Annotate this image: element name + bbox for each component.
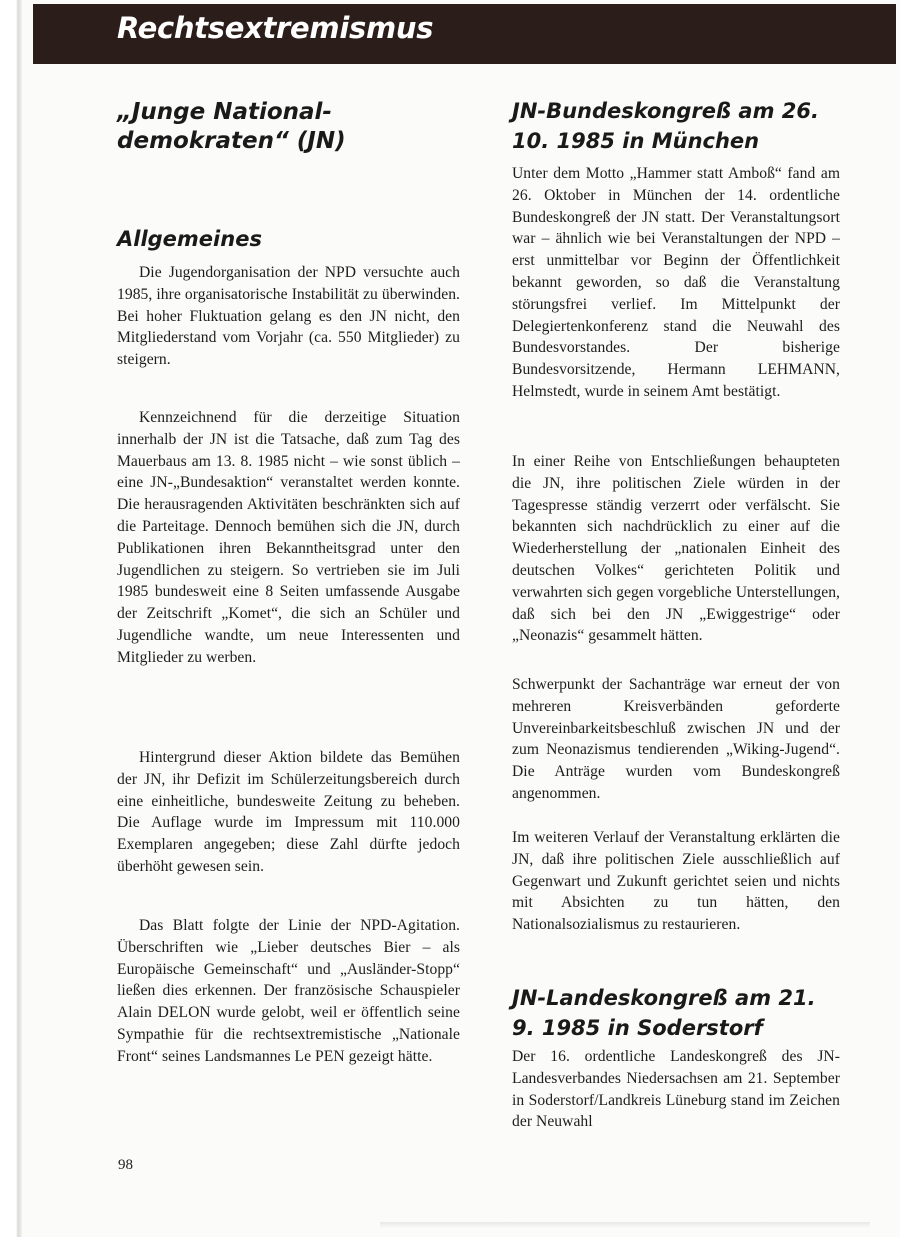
page-number: 98	[118, 1157, 133, 1173]
right-paragraph: Schwerpunkt der Sachanträge war erneut der von mehreren Kreisverbänden geforderte Unvereinbarkeitsbeschluß zwischen JN und der zum Neonazismus tendierenden „Wiking-Jugend“. Die Anträge wurden vom Bundeskongreß angenommen.	[512, 676, 840, 802]
section-title: Rechtsextremismus	[117, 11, 434, 45]
heading-landeskongress: JN-Landeskongreß am 21. 9. 1985 in Soderstorf	[512, 986, 816, 1040]
page-bottom-edge	[380, 1222, 870, 1228]
right-paragraph: Der 16. ordentliche Landeskongreß des JN-Landesverbandes Niedersachsen am 21. September in Soderstorf/Landkreis Lüneburg stand im Zeichen der Neuwahl	[512, 1048, 840, 1131]
left-paragraph: Die Jugendorganisation der NPD versuchte auch 1985, ihre organisatorische Instabilität zu überwinden. Bei hoher Fluktuation gelang es den JN nicht, den Mitgliederstand vom Vorjahr (ca. 550 Mitglieder) zu steigern.	[117, 264, 460, 369]
page-edge	[0, 0, 22, 1237]
right-paragraph: In einer Reihe von Entschließungen behaupteten die JN, ihre politischen Ziele würden in der Tagespresse ständig verzerrt oder verfälscht. Sie bekannten sich nachdrücklich zu einer auf die Wiederherstellung der „nationalen Einheit des deutschen Volkes“ gerichteten Politik und verwahrten sich gegen vorgebliche Unterstellungen, daß sich bei den JN „Ewiggestrige“ oder „Neonazis“ gesammelt hätten.	[512, 453, 840, 645]
right-paragraph: Unter dem Motto „Hammer statt Amboß“ fand am 26. Oktober in München der 14. ordentliche Bundeskongreß der JN statt. Der Veranstaltungsort war – ähnlich wie bei Veranstaltungen der NPD – erst unmittelbar vor Beginn der Öffentlichkeit bekannt geworden, so daß die Veranstaltung störungsfrei verlief. Im Mittelpunkt der Delegiertenkonferenz stand die Neuwahl des Bundesvorstandes. Der bisherige Bundesvorsitzende, Hermann LEHMANN, Helmstedt, wurde in seinem Amt bestätigt.	[512, 165, 840, 400]
main-heading: „Junge National-demokraten“ (JN)	[117, 99, 346, 154]
left-paragraph: Hintergrund dieser Aktion bildete das Bemühen der JN, ihr Defizit im Schülerzeitungsbereich durch eine einheitliche, bundesweite Zeitung zu beheben. Die Auflage wurde im Impressum mit 110.000 Exemplaren angegeben; diese Zahl dürfte jedoch überhöht gewesen sein.	[117, 749, 460, 875]
subheading-allgemeines: Allgemeines	[117, 227, 262, 251]
left-paragraph: Kennzeichnend für die derzeitige Situation innerhalb der JN ist die Tatsache, daß zum Tag des Mauerbaus am 13. 8. 1985 nicht – wie sonst üblich – eine JN-„Bundesaktion“ veranstaltet werden konnte. Die herausragenden Aktivitäten beschränkten sich auf die Parteitage. Dennoch bemühen sich die JN, durch Publikationen ihren Bekanntheitsgrad unter den Jugendlichen zu steigern. So vertrieben sie im Juli 1985 bundesweit eine 8 Seiten umfassende Ausgabe der Zeitschrift „Komet“, die sich an Schüler und Jugendliche wandte, um neue Interessenten und Mitglieder zu werben.	[117, 409, 460, 666]
section-header-bar	[33, 4, 896, 64]
heading-bundeskongress: JN-Bundeskongreß am 26. 10. 1985 in München	[512, 99, 819, 153]
left-paragraph: Das Blatt folgte der Linie der NPD-Agitation. Überschriften wie „Lieber deutsches Bier – als Europäische Gemeinschaft“ und „Ausländer-Stopp“ ließen dies erkennen. Der französische Schauspieler Alain DELON wurde gelobt, weil er öffentlich seine Sympathie für die rechtsextremistische „Nationale Front“ seines Landsmannes Le PEN gezeigt hätte.	[117, 917, 460, 1065]
right-paragraph: Im weiteren Verlauf der Veranstaltung erklärten die JN, daß ihre politischen Ziele ausschließlich auf Gegenwart und Zukunft gerichtet seien und nichts mit Absichten zu tun hätten, den Nationalsozialismus zu restaurieren.	[512, 829, 840, 934]
